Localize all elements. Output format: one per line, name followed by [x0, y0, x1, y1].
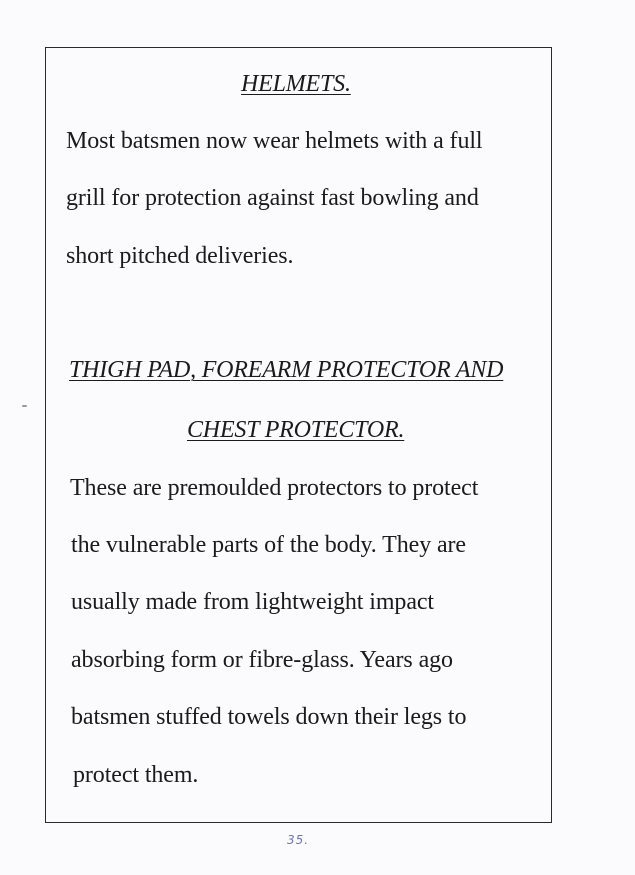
helmets-text-line-3: short pitched deliveries. [66, 243, 294, 269]
helmets-text-line-1: Most batsmen now wear helmets with a full [66, 128, 483, 154]
protectors-text-line-1: These are premoulded protectors to protect [70, 475, 479, 501]
protectors-heading-line-1: THIGH PAD, FOREARM PROTECTOR AND [69, 357, 504, 383]
protectors-heading-line-2: CHEST PROTECTOR. [187, 417, 405, 443]
helmets-heading: HELMETS. [241, 71, 351, 97]
protectors-text-line-6: protect them. [73, 762, 199, 788]
page-number: 35. [287, 833, 310, 847]
protectors-text-line-4: absorbing form or fibre-glass. Years ago [71, 647, 453, 673]
scan-speck [22, 405, 27, 407]
protectors-text-line-5: batsmen stuffed towels down their legs to [71, 704, 467, 730]
protectors-text-line-2: the vulnerable parts of the body. They are [71, 532, 466, 558]
helmets-text-line-2: grill for protection against fast bowling and [66, 185, 479, 211]
protectors-text-line-3: usually made from lightweight impact [71, 589, 434, 615]
